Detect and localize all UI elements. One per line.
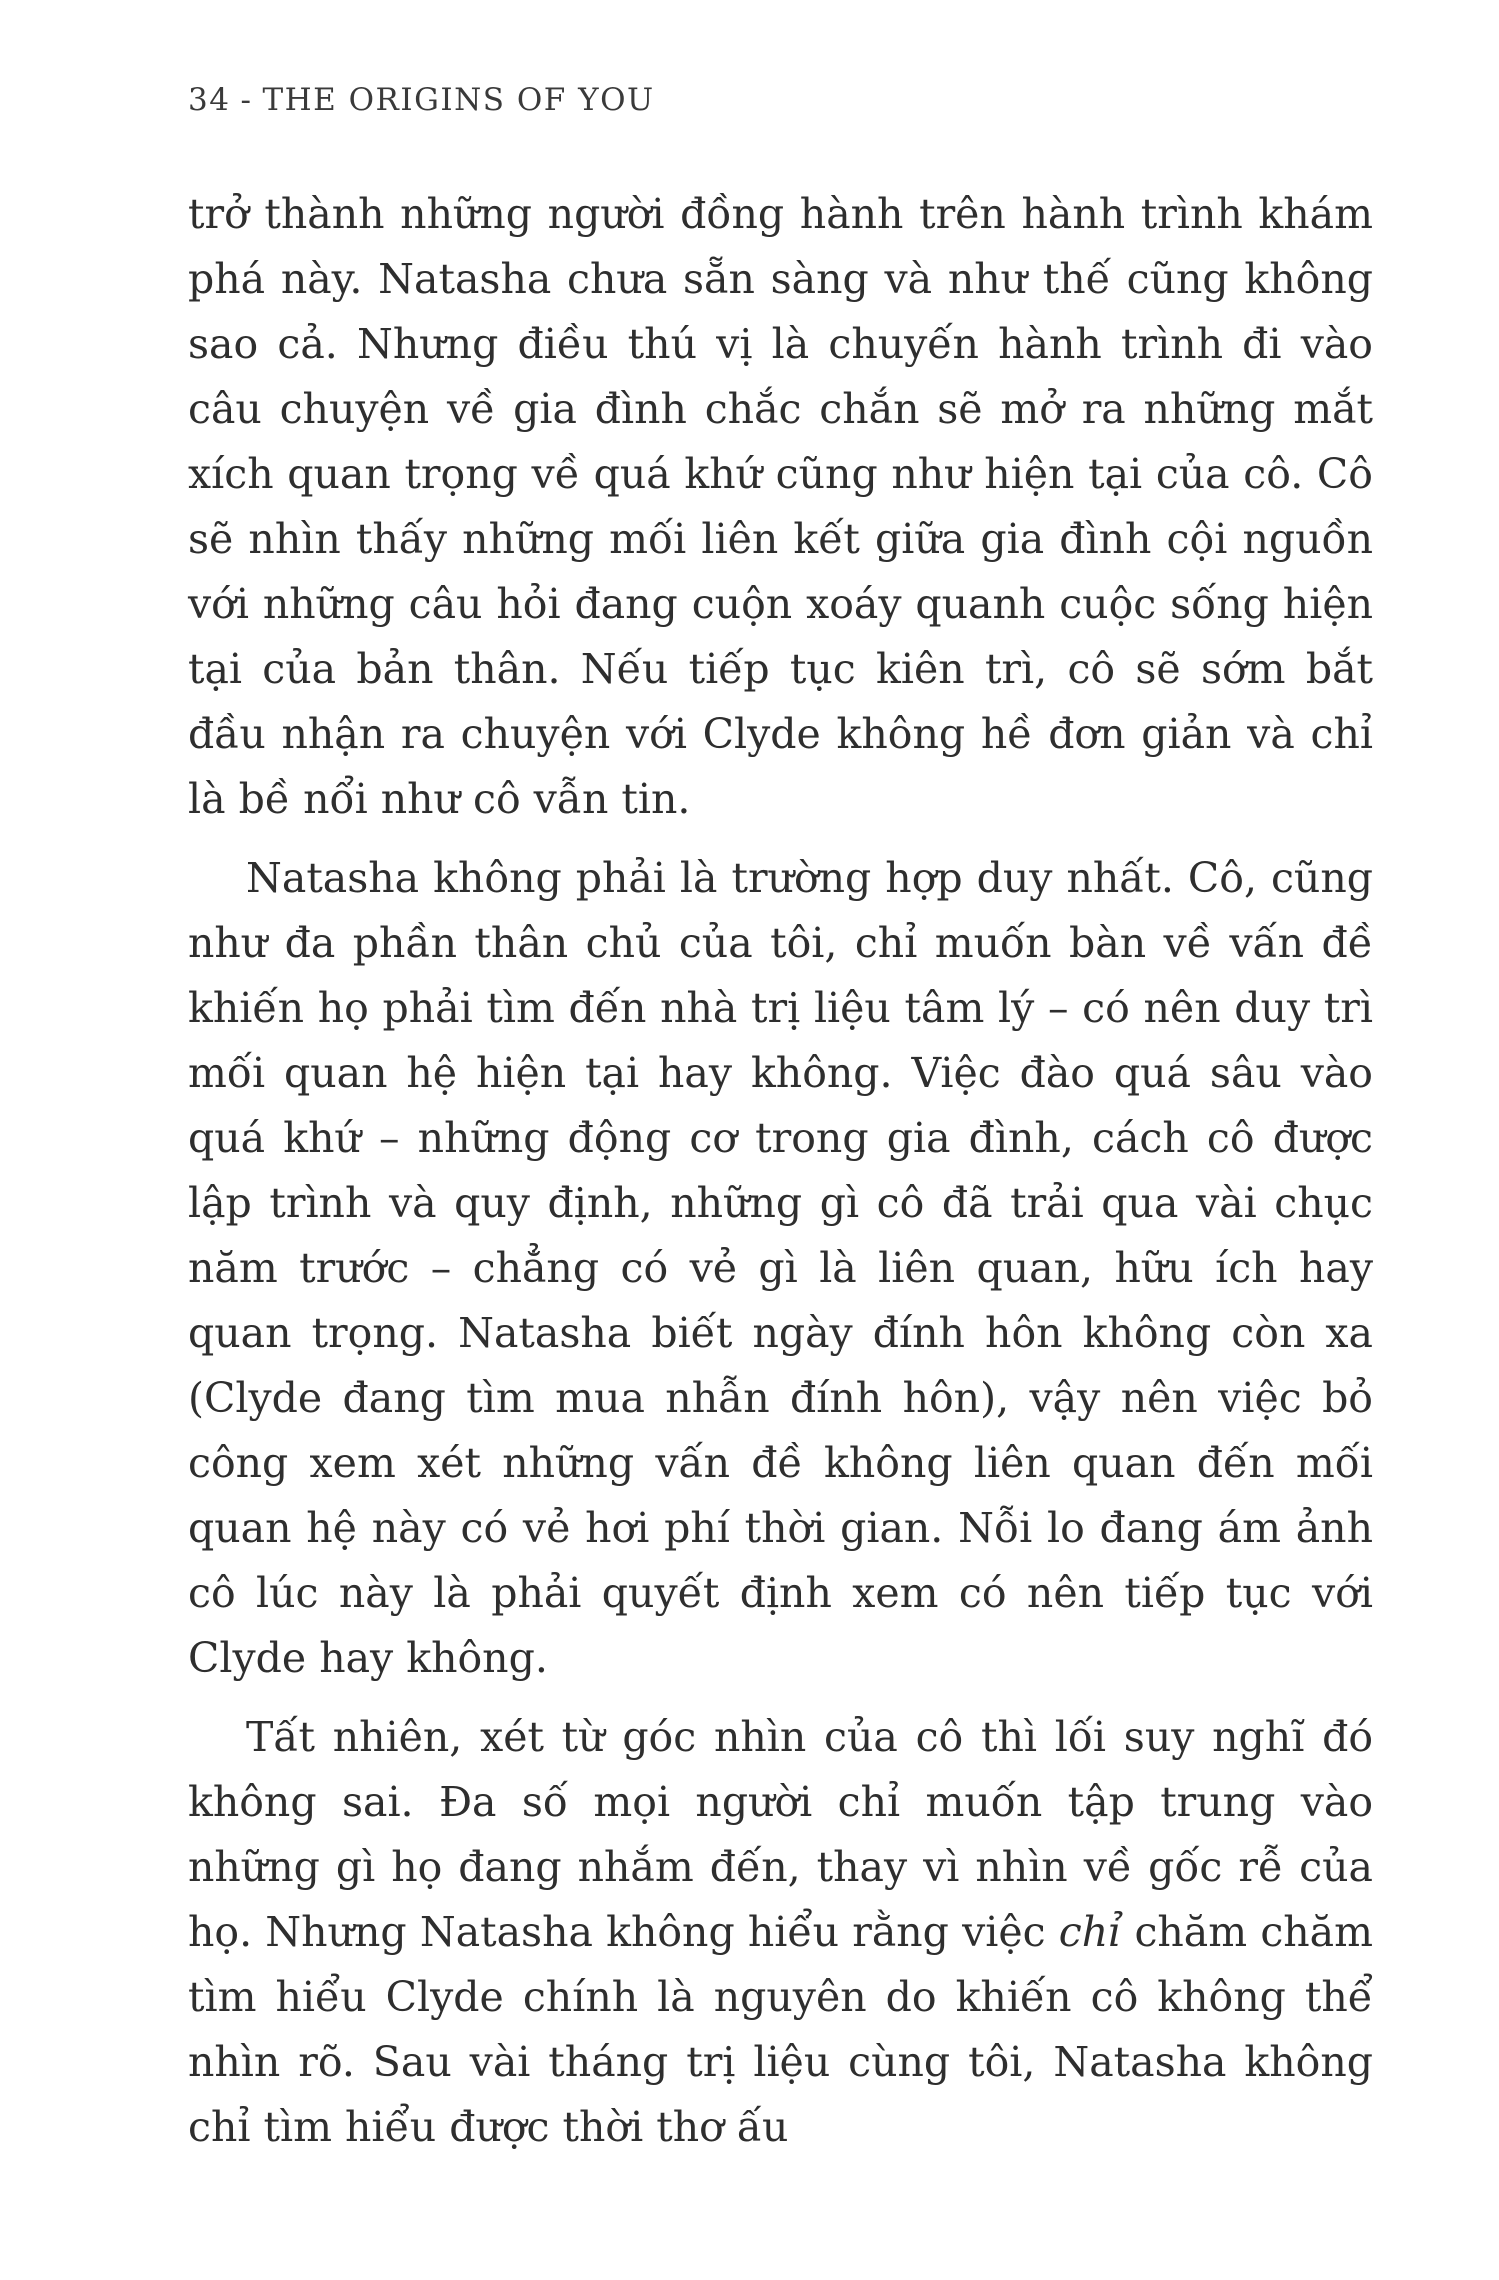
paragraph-segment: Natasha không phải là trường hợp duy nhất. Cô, cũng như đa phần thân chủ của tôi, chỉ muốn bàn về vấn đề khiến họ phải tìm đến nhà trị liệu tâm lý – có nên duy trì mối quan hệ hiện tại hay không. Việc đào quá sâu vào quá khứ – những động cơ trong gia đình, cách cô được lập trình và quy định, những gì cô đã trải qua vài chục năm trước – chẳng có vẻ gì là liên quan, hữu ích hay quan trọng. Natasha biết ngày đính hôn không còn xa (Clyde đang tìm mua nhẫn đính hôn), vậy nên việc bỏ công xem xét những vấn đề không liên quan đến mối quan hệ này có vẻ hơi phí thời gian. Nỗi lo đang ám ảnh cô lúc này là phải quyết định xem có nên tiếp tục với Clyde hay không. xyxy=(188,854,1373,1682)
book-title: THE ORIGINS OF YOU xyxy=(262,82,655,118)
body-text xyxy=(188,182,1373,2174)
paragraph-segment: Tất nhiên, xét từ góc nhìn của cô thì lối suy nghĩ đó không sai. Đa số mọi người chỉ muốn tập trung vào những gì họ đang nhắm đến, thay vì nhìn về gốc rễ của họ. Nhưng Natasha không hiểu rằng việc xyxy=(188,1713,1373,1956)
page-header xyxy=(188,82,655,118)
paragraph xyxy=(188,1705,1373,2160)
paragraph-segment-italic: chỉ xyxy=(1058,1908,1122,1956)
header-separator: - xyxy=(240,82,253,118)
paragraph xyxy=(188,846,1373,1691)
paragraph xyxy=(188,182,1373,832)
page-number: 34 xyxy=(188,82,231,118)
paragraph-segment: trở thành những người đồng hành trên hành trình khám phá này. Natasha chưa sẵn sàng và như thế cũng không sao cả. Nhưng điều thú vị là chuyến hành trình đi vào câu chuyện về gia đình chắc chắn sẽ mở ra những mắt xích quan trọng về quá khứ cũng như hiện tại của cô. Cô sẽ nhìn thấy những mối liên kết giữa gia đình cội nguồn với những câu hỏi đang cuộn xoáy quanh cuộc sống hiện tại của bản thân. Nếu tiếp tục kiên trì, cô sẽ sớm bắt đầu nhận ra chuyện với Clyde không hề đơn giản và chỉ là bề nổi như cô vẫn tin. xyxy=(188,190,1373,823)
paragraph-segment: chăm chăm tìm hiểu Clyde chính là nguyên do khiến cô không thể nhìn rõ. Sau vài tháng trị liệu cùng tôi, Natasha không chỉ tìm hiểu được thời thơ ấu xyxy=(188,1908,1374,2151)
